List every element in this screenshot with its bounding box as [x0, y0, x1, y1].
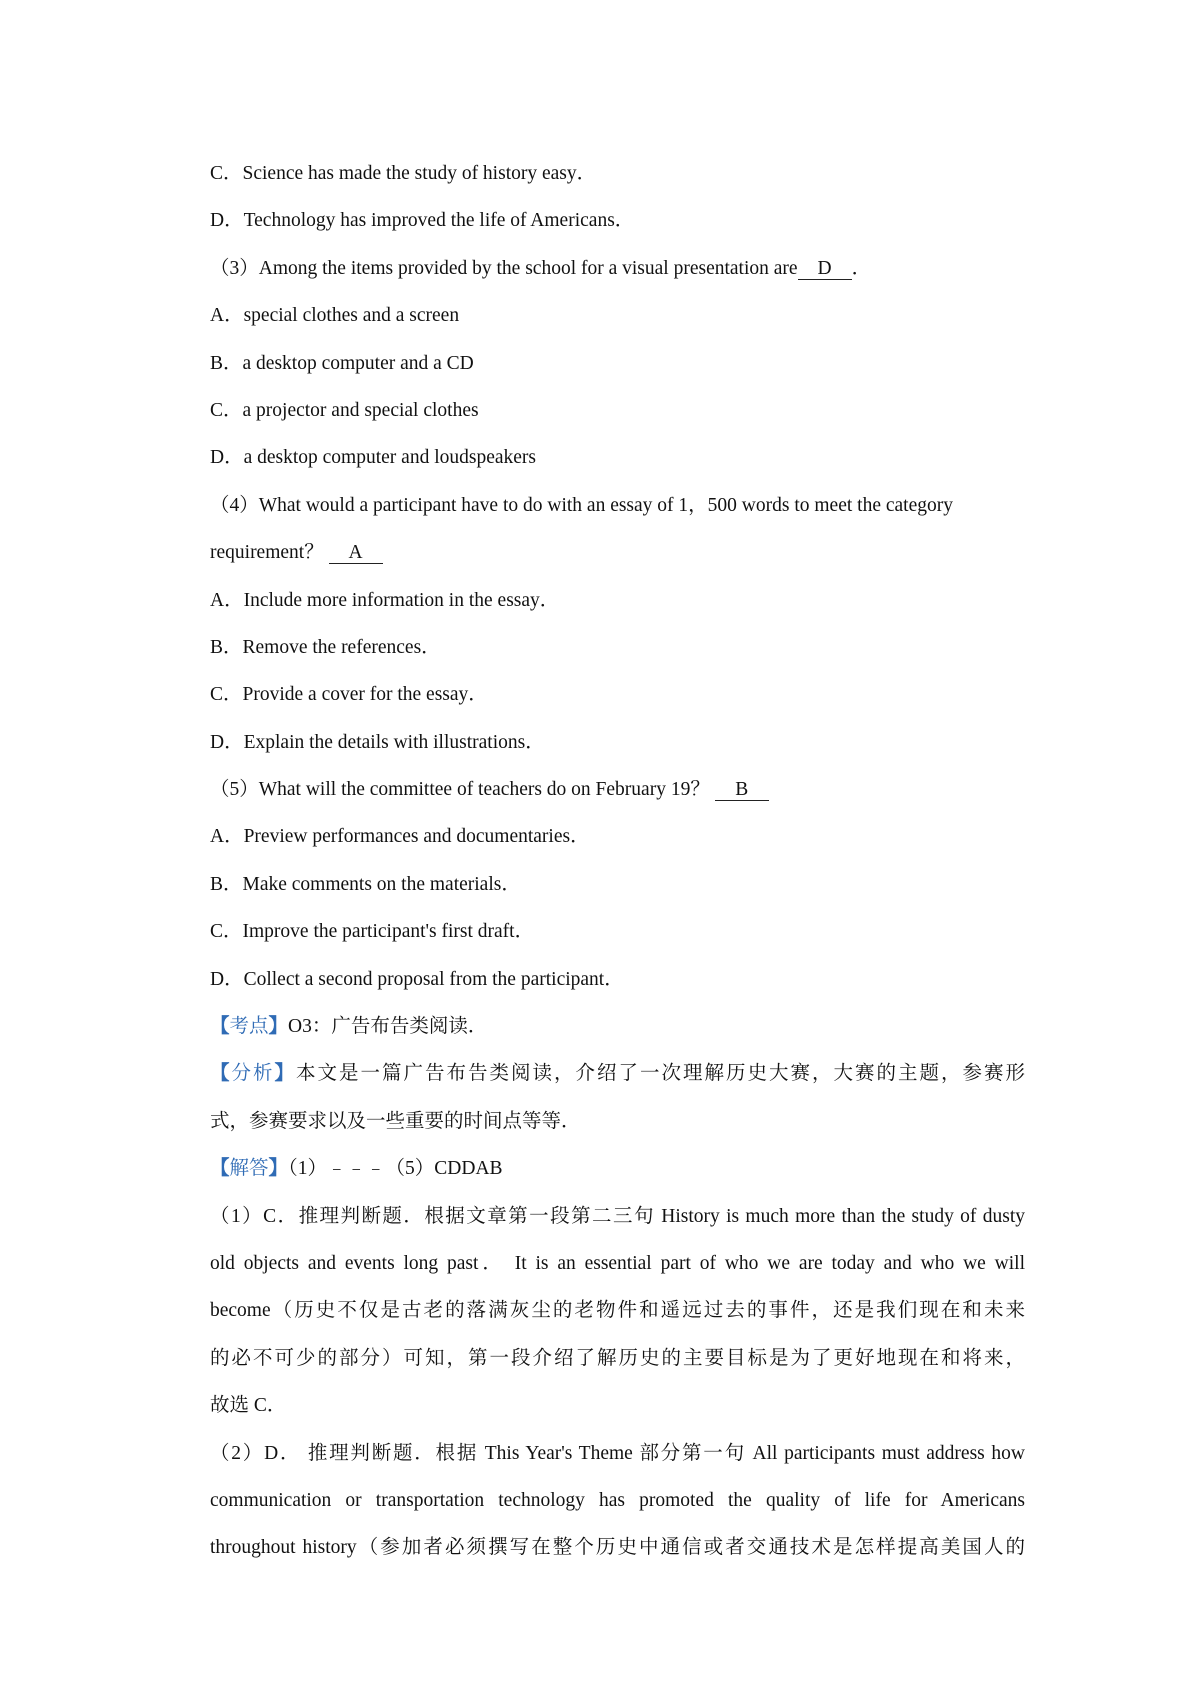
jieda-text: （1）﹣﹣﹣（5）CDDAB	[288, 1158, 503, 1180]
jieda-close-bracket: 】	[268, 1158, 289, 1180]
q3-stem	[210, 245, 1025, 292]
jieda-open-bracket: 【	[210, 1158, 230, 1180]
fenxi-close-bracket: 】	[274, 1063, 296, 1085]
explain2-line1: （2）D． 推理判断题．根据 This Year's Theme 部分第一句 All participants must address how	[210, 1442, 1025, 1464]
fenxi-line2: 式，参赛要求以及一些重要的时间点等等．	[210, 1110, 581, 1132]
q4-option-c: C．Provide a cover for the essay．	[210, 684, 488, 706]
q3-answer-blank: D	[798, 259, 852, 280]
q5-option-c: C．Improve the participant's first draft．	[210, 921, 535, 943]
q5-stem	[210, 766, 1025, 813]
jieda-tag	[210, 1158, 288, 1179]
q3-stem-end: ．	[851, 257, 872, 279]
explain1-line2: old objects and events long past． It is an essential part of who we are today and who we will	[210, 1252, 1025, 1274]
explain1-line3: become（历史不仅是古老的落满灰尘的老物件和遥远过去的事件，还是我们现在和未来	[210, 1300, 1025, 1322]
fenxi-text-1: 本文是一篇广告布告类阅读，介绍了一次理解历史大赛，大赛的主题，参赛形	[296, 1063, 1025, 1085]
q5-option-a: A．Preview performances and documentaries．	[210, 826, 590, 848]
explain1-line4: 的必不可少的部分）可知，第一段介绍了解历史的主要目标是为了更好地现在和将来，	[210, 1347, 1025, 1369]
explain1-line1: （1）C．推理判断题．根据文章第一段第二三句 History is much more than the study of dusty	[210, 1205, 1025, 1227]
q4-stem-text: requirement？	[210, 542, 324, 564]
fenxi-line1	[210, 1050, 1025, 1097]
q3-option-b: B．a desktop computer and a CD	[210, 352, 474, 374]
q5-option-d: D．Collect a second proposal from the participant．	[210, 968, 624, 990]
q3-option-a: A．special clothes and a screen	[210, 305, 460, 327]
kaodian-label: 考点	[229, 1016, 269, 1038]
jieda-label: 解答	[229, 1158, 269, 1180]
explain2-line2: communication or transportation technology has promoted the quality of life for Americans	[210, 1489, 1025, 1511]
q4-stem-line2	[210, 529, 1025, 576]
kaodian-open-bracket: 【	[210, 1016, 230, 1038]
kaodian-tag	[210, 1016, 288, 1037]
kaodian-close-bracket: 】	[268, 1016, 289, 1038]
q4-option-b: B．Remove the references．	[210, 636, 441, 658]
jieda-line	[210, 1145, 1025, 1192]
explain2-line3: throughout history（参加者必须撰写在整个历史中通信或者交通技术是怎样提高美国人的	[210, 1537, 1025, 1559]
q3-stem-text: （3）Among the items provided by the school for a visual presentation are	[210, 257, 798, 279]
kaodian-line	[210, 1003, 1025, 1050]
fenxi-open-bracket: 【	[210, 1063, 232, 1085]
q4-answer-blank: A	[329, 543, 383, 564]
explain1-line5: 故选 C．	[210, 1395, 287, 1417]
fenxi-tag	[210, 1063, 296, 1084]
q4-option-a: A．Include more information in the essay．	[210, 589, 560, 611]
document-page	[210, 150, 1025, 1572]
q4-option-d: D．Explain the details with illustrations．	[210, 731, 545, 753]
q2-option-d: D．Technology has improved the life of Americans．	[210, 210, 635, 232]
q3-option-c: C．a projector and special clothes	[210, 399, 479, 421]
q3-option-d: D．a desktop computer and loudspeakers	[210, 447, 536, 469]
q2-option-c: C．Science has made the study of history easy．	[210, 163, 597, 184]
fenxi-label: 分析	[231, 1063, 275, 1085]
q5-answer-blank: B	[715, 780, 769, 801]
kaodian-text: O3：广告布告类阅读．	[288, 1016, 488, 1038]
q5-option-b: B．Make comments on the materials．	[210, 873, 521, 895]
q4-stem-line1: （4）What would a participant have to do with an essay of 1，500 words to meet the category	[210, 494, 953, 516]
q5-stem-text: （5）What will the committee of teachers do on February 19？	[210, 779, 710, 801]
